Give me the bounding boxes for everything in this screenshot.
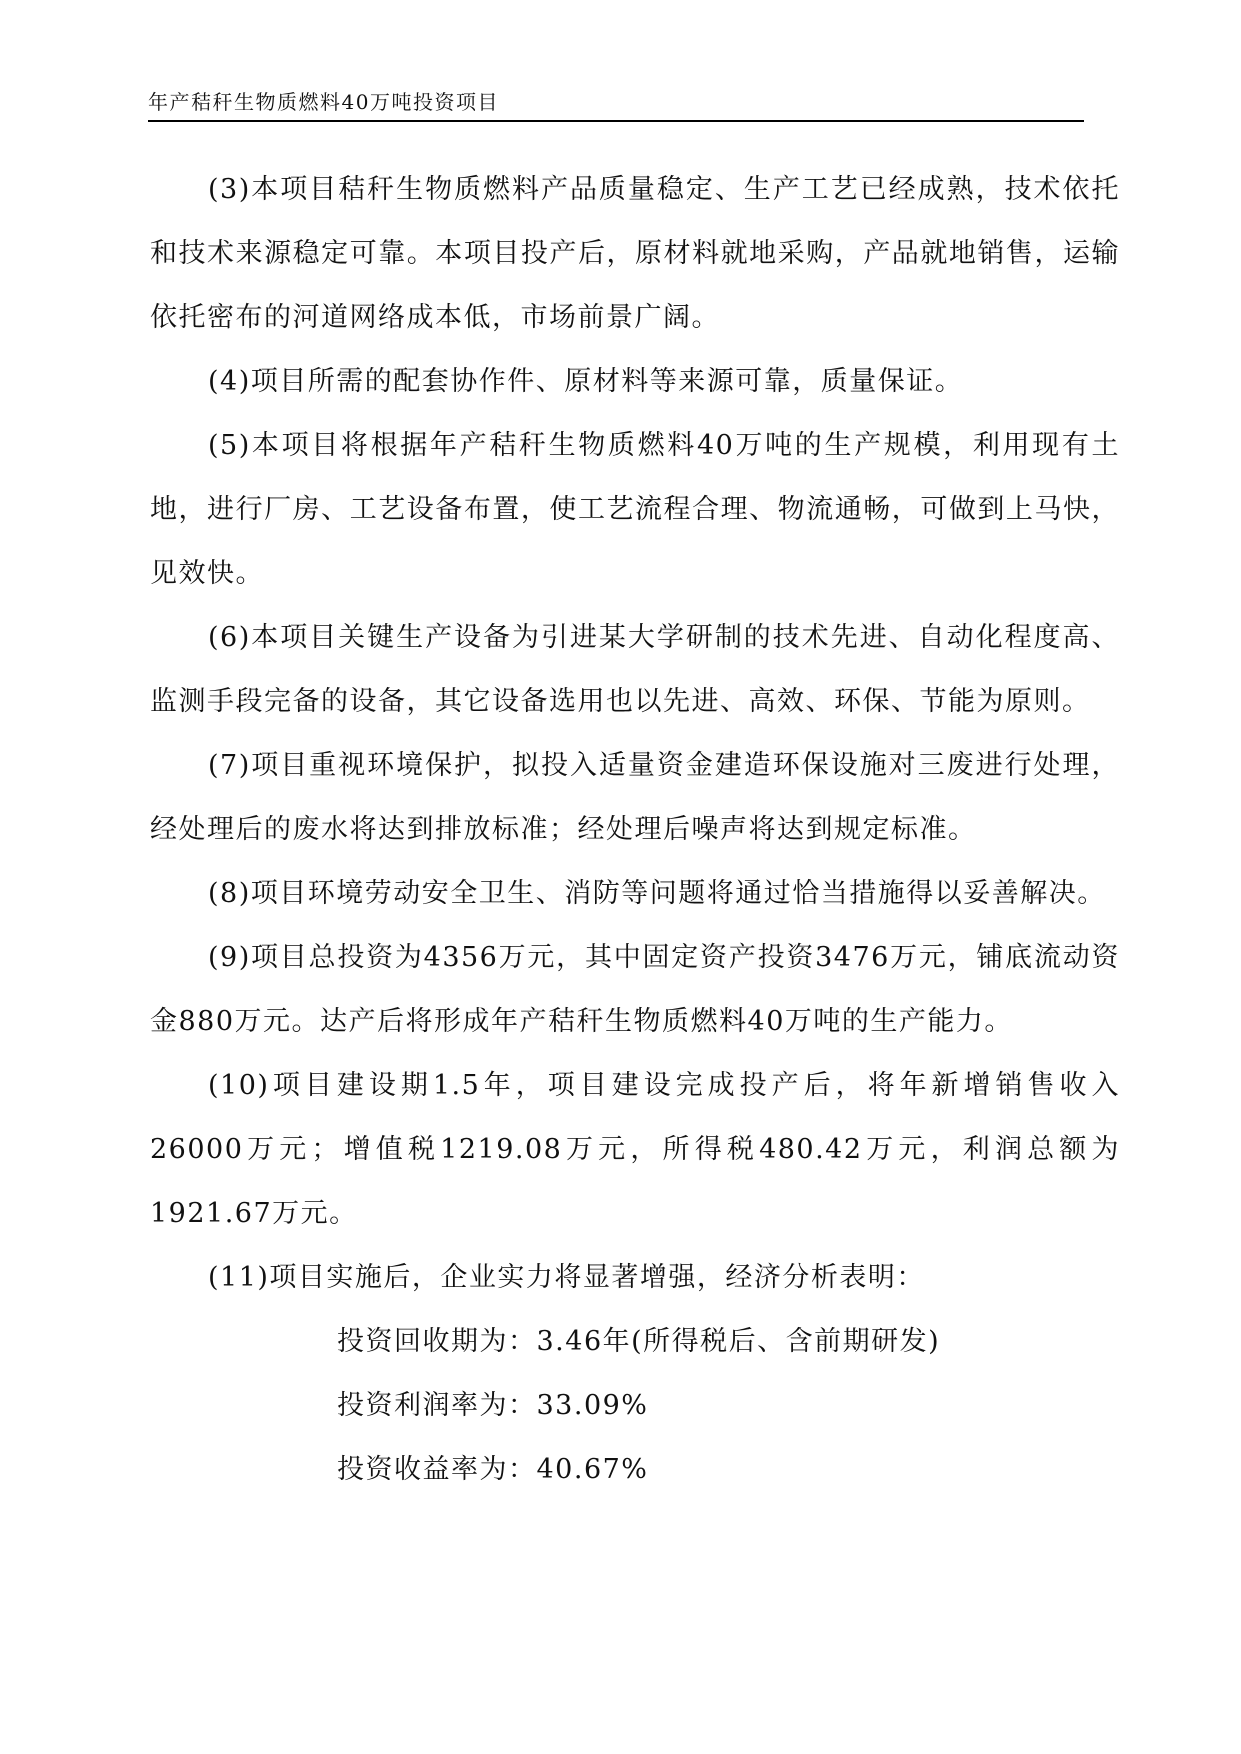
metric-return-rate: 投资收益率为：40.67% <box>337 1454 649 1485</box>
metric-payback-period: 投资回收期为：3.46年(所得税后、含前期研发) <box>337 1326 941 1357</box>
paragraph-3: (3)本项目秸秆生物质燃料产品质量稳定、生产工艺已经成熟，技术依托和技术来源稳定可靠。本项目投产后，原材料就地采购，产品就地销售，运输依托密布的河道网络成本低，市场前景广阔。 <box>150 174 1120 333</box>
paragraph-5: (5)本项目将根据年产秸秆生物质燃料40万吨的生产规模，利用现有土地，进行厂房、工艺设备布置，使工艺流程合理、物流通畅，可做到上马快，见效快。 <box>150 430 1120 589</box>
paragraph-4: (4)项目所需的配套协作件、原材料等来源可靠，质量保证。 <box>208 366 964 397</box>
paragraph-9: (9)项目总投资为4356万元，其中固定资产投资3476万元，铺底流动资金880万元。达产后将形成年产秸秆生物质燃料40万吨的生产能力。 <box>150 942 1120 1037</box>
paragraph-8: (8)项目环境劳动安全卫生、消防等问题将通过恰当措施得以妥善解决。 <box>208 878 1106 909</box>
metric-profit-rate: 投资利润率为：33.09% <box>337 1390 649 1421</box>
paragraph-6: (6)本项目关键生产设备为引进某大学研制的技术先进、自动化程度高、监测手段完备的设备，其它设备选用也以先进、高效、环保、节能为原则。 <box>150 622 1120 717</box>
paragraph-11: (11)项目实施后，企业实力将显著增强，经济分析表明： <box>208 1262 925 1293</box>
page-header <box>148 84 1084 122</box>
header-title: 年产秸秆生物质燃料40万吨投资项目 <box>148 90 499 114</box>
document-body <box>150 158 1120 1502</box>
paragraph-10: (10)项目建设期1.5年，项目建设完成投产后，将年新增销售收入26000万元；增值税1219.08万元，所得税480.42万元，利润总额为1921.67万元。 <box>150 1070 1120 1229</box>
paragraph-7: (7)项目重视环境保护，拟投入适量资金建造环保设施对三废进行处理，经处理后的废水将达到排放标准；经处理后噪声将达到规定标准。 <box>150 750 1120 845</box>
